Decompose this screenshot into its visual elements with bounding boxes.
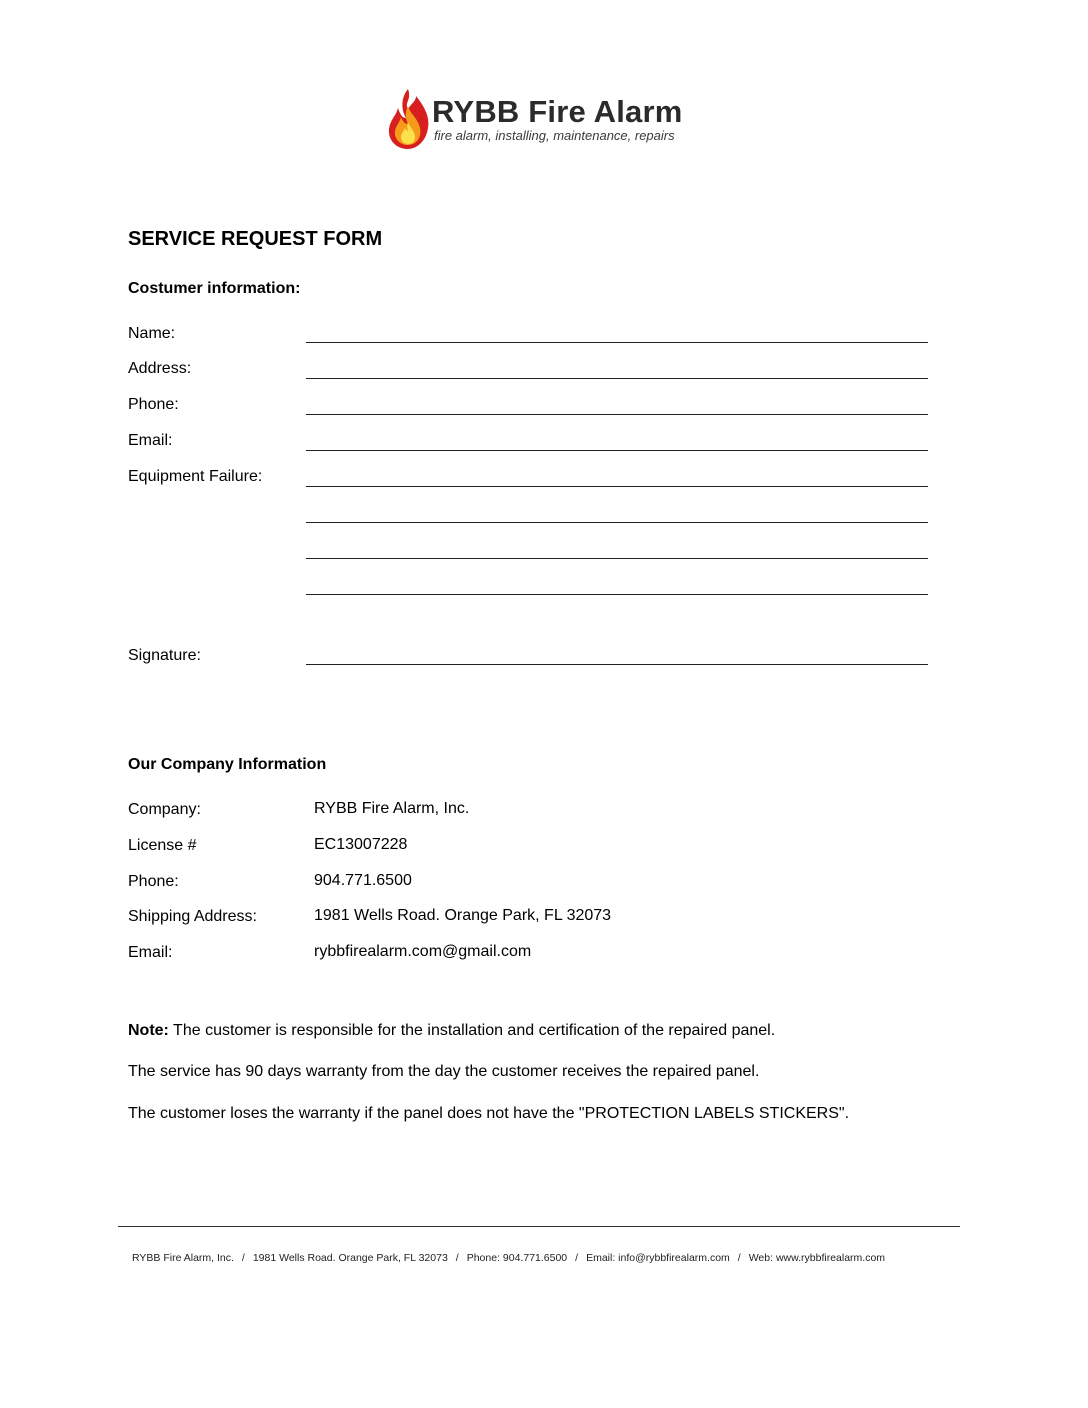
shipping-address-label: Shipping Address: [128, 908, 257, 925]
shipping-address-value: 1981 Wells Road. Orange Park, FL 32073 [314, 907, 612, 924]
footer: RYBB Fire Alarm, Inc. / 1981 Wells Road. Orange Park, FL 32073 / Phone: 904.771.6500 / Email: info@rybbfirealarm.com / Web: www.rybbfirealarm.com [132, 1252, 886, 1264]
brand-tagline: fire alarm, installing, maintenance, repairs [434, 128, 675, 143]
equipment-failure-line-1 [306, 486, 928, 487]
note-installation [128, 1022, 775, 1040]
signature-label: Signature: [128, 647, 201, 664]
note-label: Note: [128, 1022, 169, 1039]
footer-phone: Phone: 904.771.6500 [466, 1252, 568, 1264]
footer-address: 1981 Wells Road. Orange Park, FL 32073 [252, 1252, 448, 1264]
equipment-failure-line-3 [306, 558, 928, 559]
form-title: SERVICE REQUEST FORM [128, 228, 383, 250]
company-info-heading: Our Company Information [128, 756, 327, 773]
note-warranty-loss: The customer loses the warranty if the panel does not have the "PROTECTION LABELS STICKERS". [128, 1105, 850, 1122]
signature-line [306, 664, 928, 665]
name-label: Name: [128, 325, 176, 342]
email-line [306, 450, 928, 451]
note-warranty: The service has 90 days warranty from the day the customer receives the repaired panel. [128, 1063, 760, 1080]
license-value: EC13007228 [314, 836, 408, 853]
footer-web[interactable]: Web: www.rybbfirealarm.com [748, 1252, 886, 1264]
company-phone-value: 904.771.6500 [314, 872, 412, 889]
equipment-failure-line-4 [306, 594, 928, 595]
company-value: RYBB Fire Alarm, Inc. [314, 800, 470, 817]
flame-icon [386, 88, 432, 150]
customer-info-heading: Costumer information: [128, 280, 301, 297]
company-label: Company: [128, 801, 201, 818]
phone-line [306, 414, 928, 415]
company-email-label: Email: [128, 944, 173, 961]
company-logo [386, 88, 706, 152]
company-phone-label: Phone: [128, 873, 179, 890]
address-line [306, 378, 928, 379]
equipment-failure-label: Equipment Failure: [128, 468, 263, 485]
note-text: The customer is responsible for the installation and certification of the repaired panel. [168, 1022, 776, 1039]
name-line [306, 342, 928, 343]
brand-name: RYBB Fire Alarm [432, 94, 683, 129]
company-email-value: rybbfirealarm.com@gmail.com [314, 943, 532, 960]
footer-email[interactable]: Email: info@rybbfirealarm.com [586, 1252, 730, 1264]
email-label: Email: [128, 432, 173, 449]
license-label: License # [128, 837, 197, 854]
equipment-failure-line-2 [306, 522, 928, 523]
address-label: Address: [128, 360, 192, 377]
footer-divider [118, 1226, 960, 1227]
footer-company: RYBB Fire Alarm, Inc. [132, 1252, 234, 1264]
phone-label: Phone: [128, 396, 179, 413]
